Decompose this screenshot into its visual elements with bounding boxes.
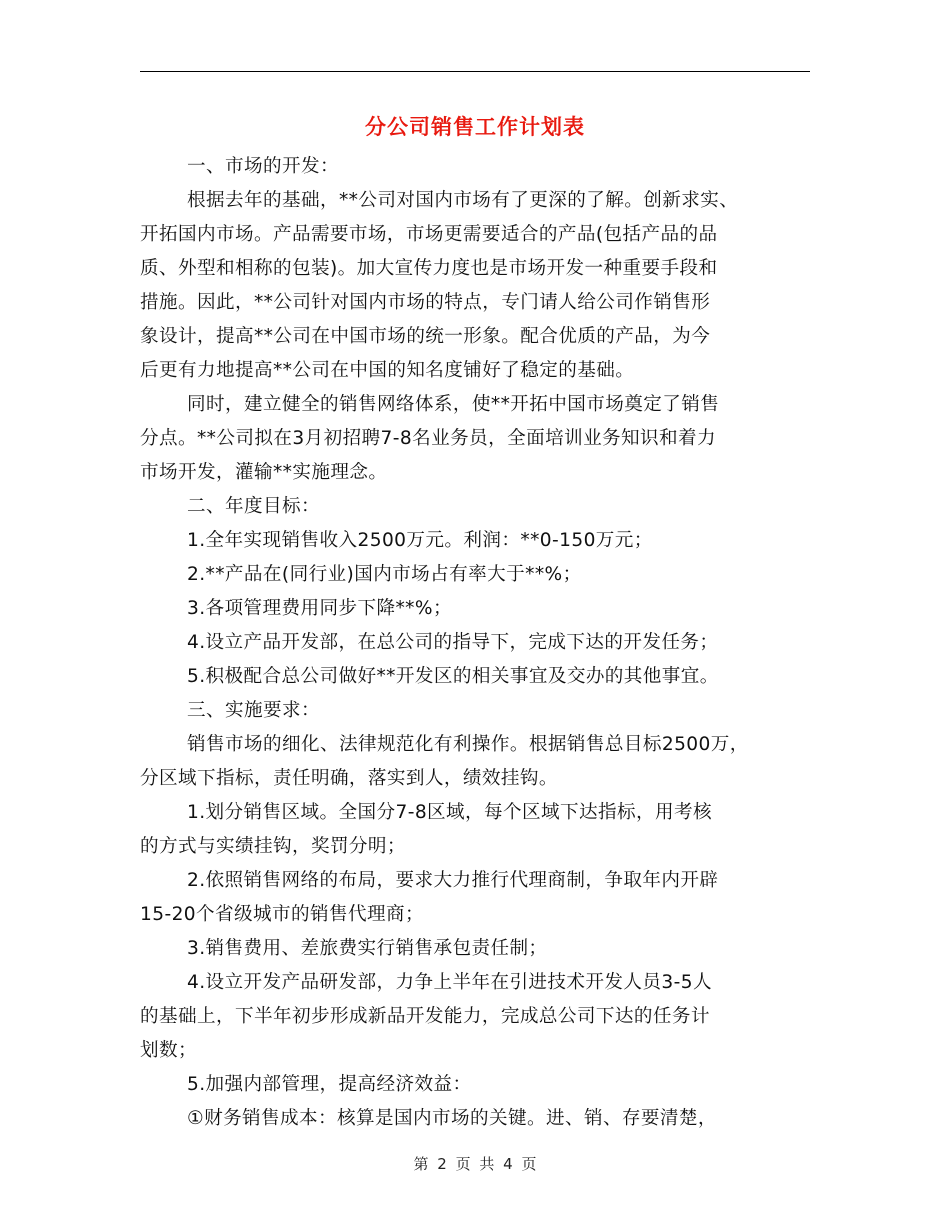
paragraph-line: 三、实施要求： — [187, 700, 320, 721]
page-number: 第 2 页 共 4 页 — [413, 1155, 537, 1173]
paragraph-line: 4.设立开发产品研发部，力争上半年在引进技术开发人员3-5人 — [187, 972, 712, 993]
paragraph-line: 二、年度目标： — [187, 496, 320, 517]
paragraph-line: 2.依照销售网络的布局，要求大力推行代理商制，争取年内开辟 — [187, 870, 719, 891]
paragraph-line: 5.积极配合总公司做好**开发区的相关事宜及交办的其他事宜。 — [187, 666, 719, 687]
paragraph-line: 的方式与实绩挂钩，奖罚分明； — [140, 836, 406, 857]
paragraph-line: 一、市场的开发： — [187, 156, 339, 177]
paragraph-line: 分区域下指标，责任明确，落实到人，绩效挂钩。 — [140, 768, 558, 789]
paragraph-line: 4.设立产品开发部，在总公司的指导下，完成下达的开发任务； — [187, 632, 719, 653]
header-rule — [140, 71, 810, 72]
paragraph-line: ①财务销售成本：核算是国内市场的关键。进、销、存要清楚， — [187, 1108, 717, 1129]
paragraph-line: 同时，建立健全的销售网络体系，使**开拓中国市场奠定了销售 — [187, 394, 720, 415]
paragraph-line: 措施。因此，**公司针对国内市场的特点，专门请人给公司作销售形 — [140, 292, 711, 313]
paragraph-line: 15-20个省级城市的销售代理商； — [140, 904, 424, 925]
paragraph-line: 5.加强内部管理，提高经济效益： — [187, 1074, 472, 1095]
paragraph-line: 2.**产品在(同行业)国内市场占有率大于**%； — [187, 564, 582, 585]
document-title: 分公司销售工作计划表 — [365, 115, 585, 139]
paragraph-line: 的基础上，下半年初步形成新品开发能力，完成总公司下达的任务计 — [140, 1006, 710, 1027]
paragraph-line: 划数； — [140, 1040, 197, 1061]
paragraph-line: 象设计，提高**公司在中国市场的统一形象。配合优质的产品，为今 — [140, 326, 711, 347]
paragraph-line: 后更有力地提高**公司在中国的知名度铺好了稳定的基础。 — [140, 360, 635, 381]
paragraph-line: 市场开发，灌输**实施理念。 — [140, 462, 388, 483]
paragraph-line: 分点。**公司拟在3月初招聘7-8名业务员，全面培训业务知识和着力 — [140, 428, 717, 449]
paragraph-line: 3.销售费用、差旅费实行销售承包责任制； — [187, 938, 548, 959]
paragraph-line: 质、外型和相称的包装)。加大宣传力度也是市场开发一种重要手段和 — [140, 258, 718, 279]
paragraph-line: 3.各项管理费用同步下降**%； — [187, 598, 452, 619]
document-body — [140, 150, 812, 1136]
paragraph-line: 根据去年的基础，**公司对国内市场有了更深的了解。创新求实、 — [187, 190, 739, 211]
paragraph-line: 开拓国内市场。产品需要市场，市场更需要适合的产品(包括产品的品 — [140, 224, 718, 245]
paragraph-line: 1.划分销售区域。全国分7-8区域，每个区域下达指标，用考核 — [187, 802, 712, 823]
paragraph-line: 销售市场的细化、法律规范化有利操作。根据销售总目标2500万， — [187, 734, 749, 755]
paragraph-line: 1.全年实现销售收入2500万元。利润：**0-150万元； — [187, 530, 653, 551]
